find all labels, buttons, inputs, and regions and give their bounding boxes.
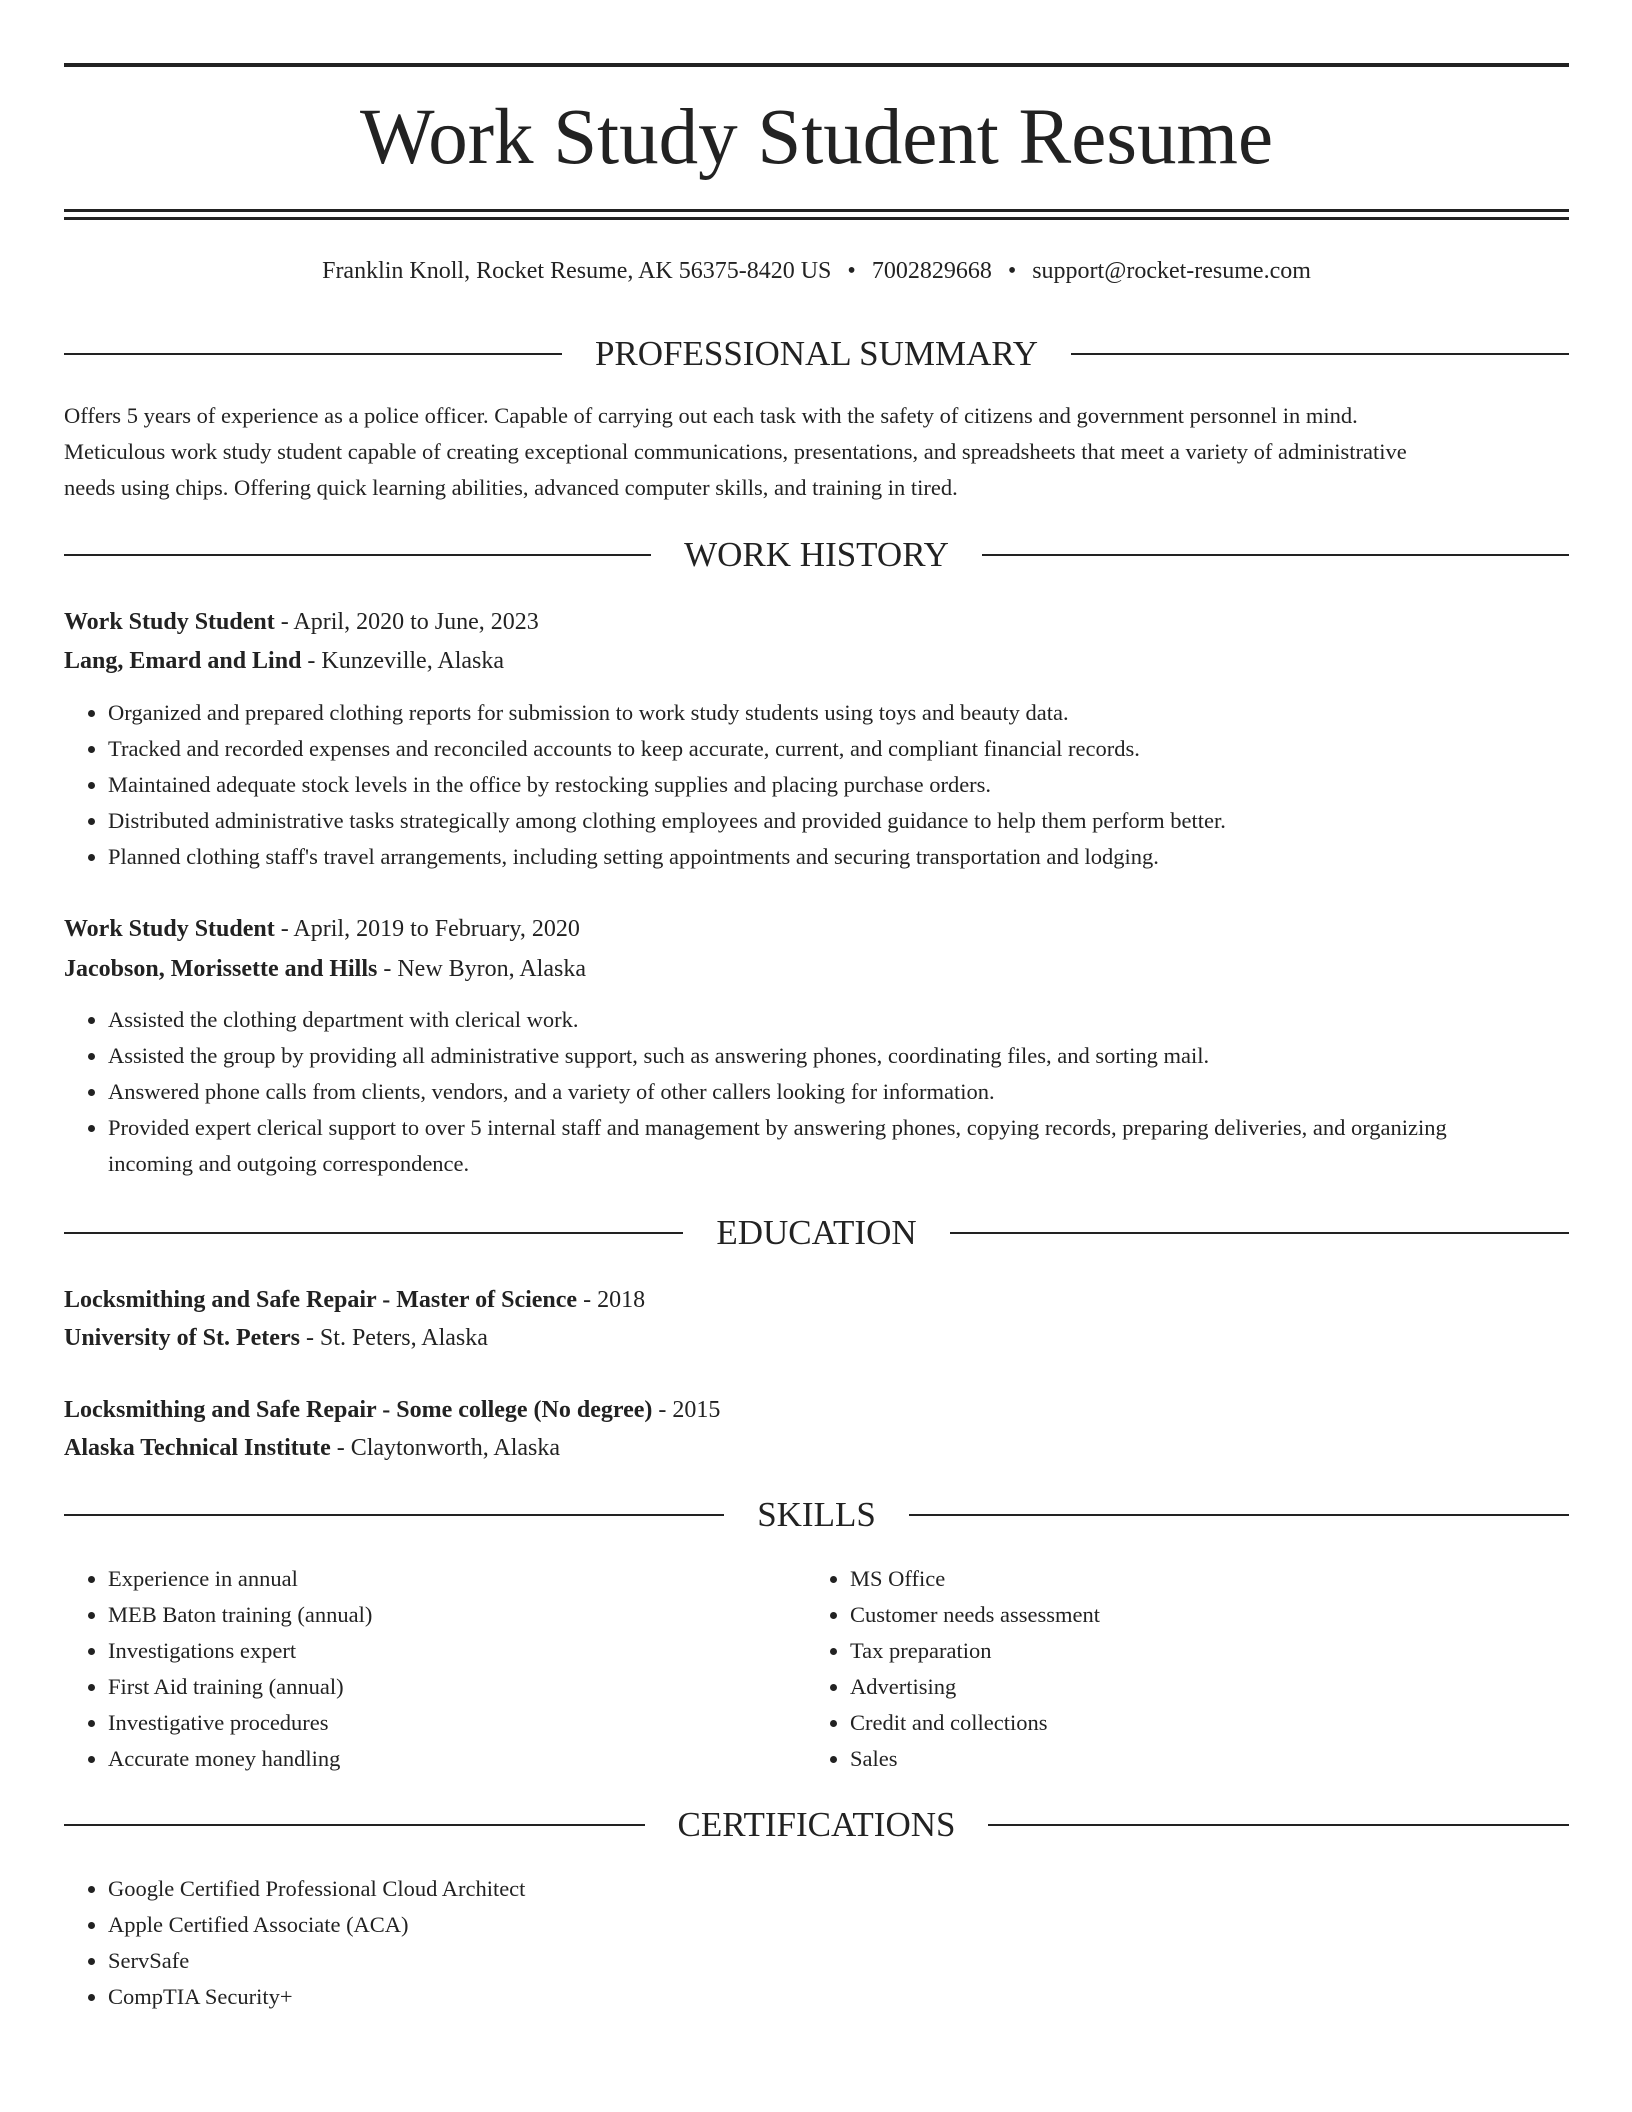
section-heading-education (64, 1213, 1569, 1253)
heading-rule (64, 353, 562, 355)
list-item: • Investigations expert (108, 1633, 808, 1669)
job-title-line (64, 910, 1569, 948)
list-item: • Sales (850, 1741, 1550, 1777)
job-company: Lang, Emard and Lind (64, 648, 302, 674)
list-item: • Tracked and recorded expenses and reconciled accounts to keep accurate, current, and compliant financial records. (108, 731, 1569, 767)
contact-separator: • (1007, 258, 1017, 284)
certifications-list (64, 1871, 1569, 2015)
list-item: • Customer needs assessment (850, 1597, 1550, 1633)
job-title: Work Study Student (64, 916, 275, 942)
job-company-line (64, 642, 1569, 680)
contact-separator: • (847, 258, 856, 284)
list-item: • Google Certified Professional Cloud Architect (108, 1871, 1569, 1907)
list-item: • Organized and prepared clothing reports for submission to work study students using toys and beauty data. (108, 695, 1569, 731)
list-item: • Answered phone calls from clients, vendors, and a variety of other callers looking for information. (108, 1074, 1497, 1110)
list-item: • MEB Baton training (annual) (108, 1597, 808, 1633)
top-rule (64, 63, 1569, 67)
education-school-line (64, 1319, 1569, 1357)
summary-line: Meticulous work study student capable of creating exceptional communications, presentations, and spreadsheets that meet a variety of administrative (64, 439, 1407, 464)
heading-rule (988, 1824, 1569, 1826)
heading-rule (982, 554, 1569, 556)
education-year: - 2015 (652, 1397, 721, 1423)
list-item: • Distributed administrative tasks strategically among clothing employees and provided guidance to help them perform better. (108, 803, 1569, 839)
list-item: • Experience in annual (108, 1561, 808, 1597)
skills-list-left (64, 1561, 808, 1777)
education-school: University of St. Peters (64, 1325, 300, 1351)
education-school: Alaska Technical Institute (64, 1435, 331, 1461)
education-school-line (64, 1429, 1569, 1467)
heading-rule (64, 1232, 683, 1234)
heading-rule (909, 1514, 1569, 1516)
job-duties-list (64, 695, 1569, 875)
section-heading-certifications (64, 1805, 1569, 1845)
contact-phone: 7002829668 (871, 258, 992, 284)
list-item: • ServSafe (108, 1943, 1569, 1979)
contact-email: support@rocket-resume.com (1032, 258, 1311, 284)
list-item: • MS Office (850, 1561, 1550, 1597)
education-degree-line (64, 1391, 1569, 1429)
section-heading-label: SKILLS (757, 1495, 876, 1534)
job-dates: - April, 2019 to February, 2020 (274, 916, 580, 942)
list-item: • Advertising (850, 1669, 1550, 1705)
job-duties-list (64, 1002, 1497, 1182)
job-location: - New Byron, Alaska (377, 956, 586, 982)
job-location: - Kunzeville, Alaska (301, 648, 505, 674)
education-degree: Locksmithing and Safe Repair - Some college (No degree) (64, 1397, 653, 1423)
job-company: Jacobson, Morissette and Hills (64, 956, 378, 982)
list-item: • Assisted the group by providing all administrative support, such as answering phones, coordinating files, and sorting mail. (108, 1038, 1497, 1074)
list-item: • Tax preparation (850, 1633, 1550, 1669)
contact-line (64, 255, 1569, 287)
education-location: - Claytonworth, Alaska (330, 1435, 561, 1461)
list-item: • Assisted the clothing department with clerical work. (108, 1002, 1497, 1038)
section-heading-label: EDUCATION (716, 1213, 917, 1252)
section-heading-label: PROFESSIONAL SUMMARY (594, 334, 1039, 373)
heading-rule (64, 1514, 724, 1516)
summary-line: Offers 5 years of experience as a police officer. Capable of carrying out each task with the safety of citizens and government personnel in mind. (64, 403, 1358, 428)
education-degree-line (64, 1281, 1569, 1319)
list-item: • Investigative procedures (108, 1705, 808, 1741)
job-dates: - April, 2020 to June, 2023 (274, 609, 539, 635)
list-item: • Apple Certified Associate (ACA) (108, 1907, 1569, 1943)
summary-paragraph (64, 398, 1569, 506)
list-item: • CompTIA Security+ (108, 1979, 1569, 2015)
heading-rule (950, 1232, 1569, 1234)
job-title-line (64, 603, 1569, 641)
list-item: • Maintained adequate stock levels in the office by restocking supplies and placing purchase orders. (108, 767, 1569, 803)
list-item: • Provided expert clerical support to over 5 internal staff and management by answering phones, copying records, preparing deliveries, and organizing incoming and outgoing correspondence. (108, 1110, 1497, 1182)
education-degree: Locksmithing and Safe Repair - Master of Science (64, 1287, 578, 1313)
section-heading-label: CERTIFICATIONS (677, 1805, 956, 1844)
title-double-rule-upper (64, 209, 1569, 212)
section-heading-skills (64, 1495, 1569, 1535)
list-item: • Planned clothing staff's travel arrangements, including setting appointments and securing transportation and lodging. (108, 839, 1569, 875)
section-heading-summary (64, 334, 1569, 374)
section-heading-label: WORK HISTORY (684, 535, 949, 574)
heading-rule (64, 1824, 645, 1826)
list-item: • First Aid training (annual) (108, 1669, 808, 1705)
heading-rule (64, 554, 651, 556)
job-company-line (64, 950, 1569, 988)
section-heading-work-history (64, 535, 1569, 575)
contact-address: Franklin Knoll, Rocket Resume, AK 56375-8420 US (322, 258, 832, 284)
skills-list-right (806, 1561, 1550, 1777)
job-title: Work Study Student (64, 609, 275, 635)
summary-line: needs using chips. Offering quick learning abilities, advanced computer skills, and training in tired. (64, 475, 958, 500)
list-item: • Accurate money handling (108, 1741, 808, 1777)
education-location: - St. Peters, Alaska (299, 1325, 488, 1351)
title-double-rule-lower (64, 217, 1569, 220)
list-item: • Credit and collections (850, 1705, 1550, 1741)
education-year: - 2018 (577, 1287, 646, 1313)
heading-rule (1071, 353, 1569, 355)
resume-title: Work Study Student Resume (359, 94, 1274, 181)
